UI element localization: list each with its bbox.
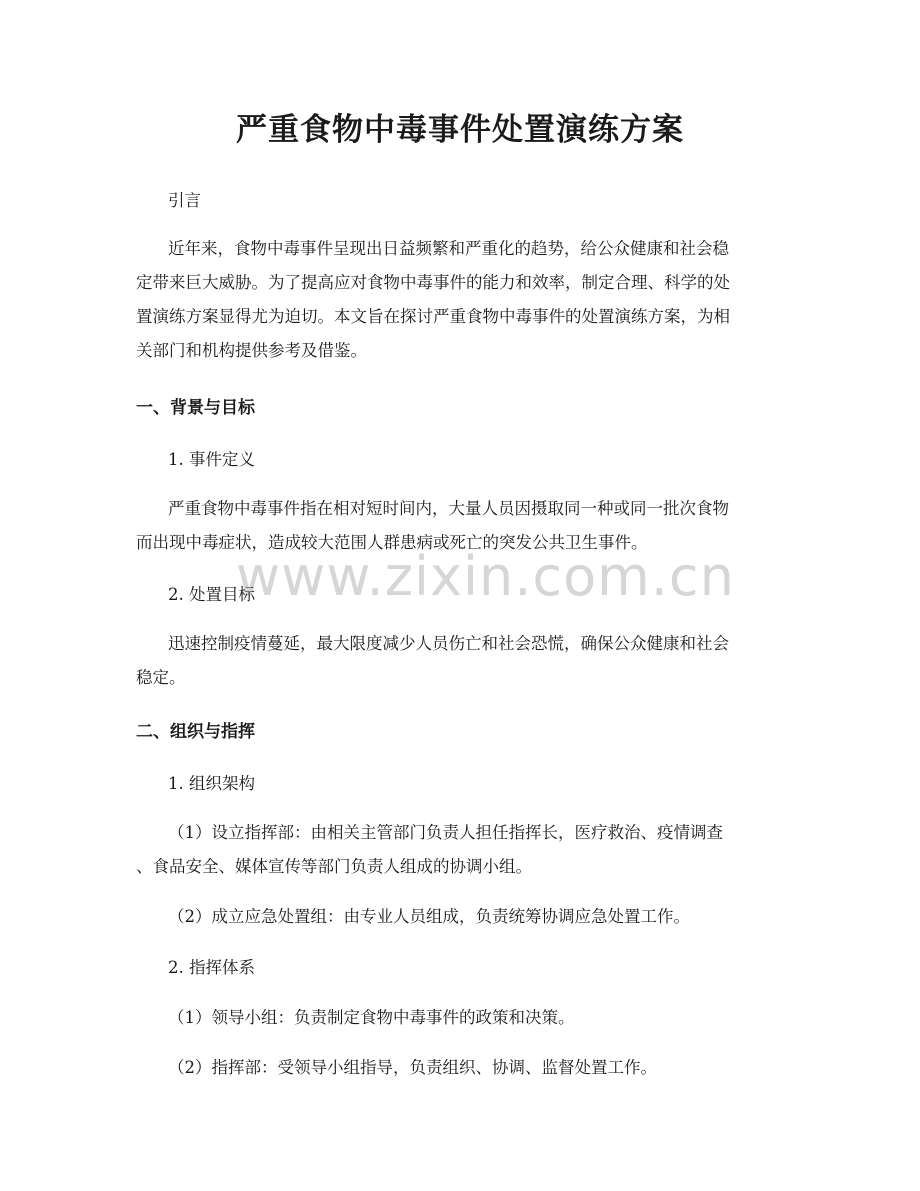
page-title: 严重食物中毒事件处置演练方案 [236,112,684,148]
section-heading-background: 一、背景与目标 [136,398,255,418]
intro-paragraph-line: 近年来，食物中毒事件呈现出日益频繁和严重化的趋势，给公众健康和社会稳 [168,239,729,258]
structure-item-line: 、食品安全、媒体宣传等部门负责人组成的协调小组。 [136,857,532,876]
subsection-title-command: 2. 指挥体系 [168,958,255,977]
section-heading-organization: 二、组织与指挥 [136,722,255,742]
subsection-title-goal: 2. 处置目标 [168,585,255,604]
definition-line: 而出现中毒症状，造成较大范围人群患病或死亡的突发公共卫生事件。 [136,533,648,552]
goal-line: 稳定。 [136,668,186,687]
structure-item-line: （2）成立应急处置组：由专业人员组成，负责统筹协调应急处置工作。 [168,907,690,926]
intro-paragraph-line: 置演练方案显得尤为迫切。本文旨在探讨严重食物中毒事件的处置演练方案，为相 [136,307,730,326]
command-item-line: （1）领导小组：负责制定食物中毒事件的政策和决策。 [168,1008,575,1027]
watermark-text: www.zixin.com.cn [236,545,735,608]
subsection-title-structure: 1. 组织架构 [168,774,255,793]
structure-item-line: （1）设立指挥部：由相关主管部门负责人担任指挥长，医疗救治、疫情调查 [168,823,723,842]
intro-paragraph-line: 关部门和机构提供参考及借鉴。 [136,341,367,360]
subsection-title-definition: 1. 事件定义 [168,450,255,469]
intro-paragraph-line: 定带来巨大威胁。为了提高应对食物中毒事件的能力和效率，制定合理、科学的处 [136,273,730,292]
goal-line: 迅速控制疫情蔓延，最大限度减少人员伤亡和社会恐慌，确保公众健康和社会 [168,634,729,653]
definition-line: 严重食物中毒事件指在相对短时间内，大量人员因摄取同一种或同一批次食物 [168,499,729,518]
command-item-line: （2）指挥部：受领导小组指导，负责组织、协调、监督处置工作。 [168,1058,657,1077]
intro-label: 引言 [168,191,201,210]
